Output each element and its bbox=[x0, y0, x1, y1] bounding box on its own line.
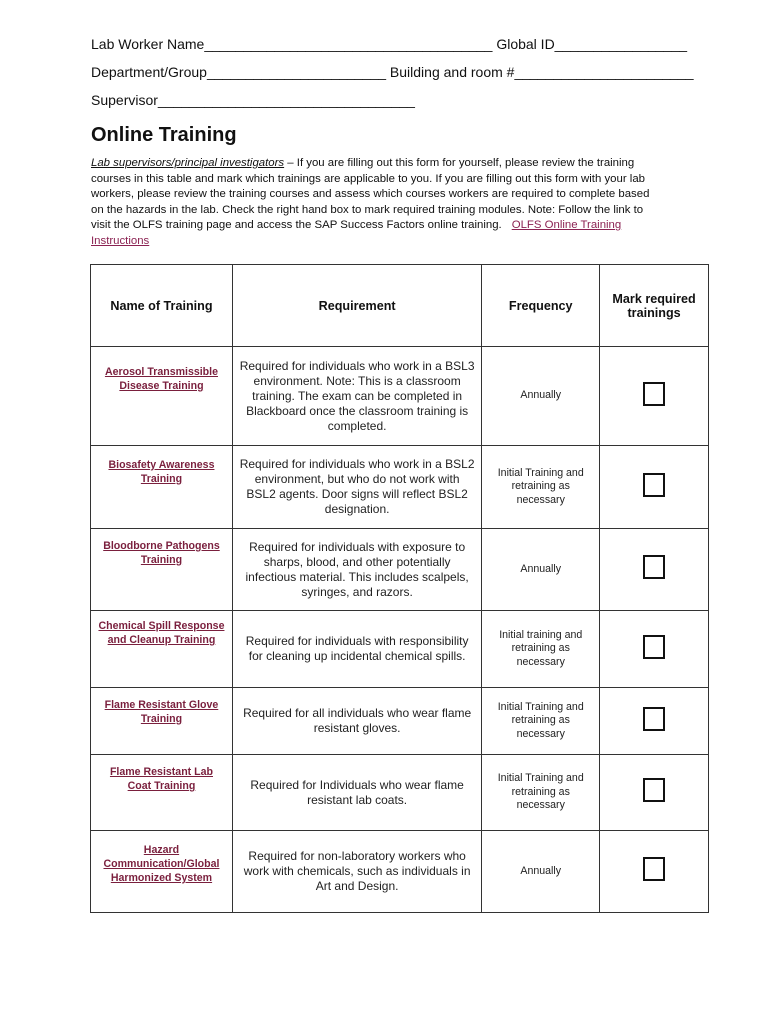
mark-cell bbox=[600, 529, 709, 611]
mark-checkbox[interactable] bbox=[643, 707, 665, 731]
table-row bbox=[91, 446, 709, 529]
table-row bbox=[91, 688, 709, 755]
header-requirement: Requirement bbox=[232, 265, 481, 347]
training-link[interactable]: Hazard Communication/Global Harmonized System bbox=[103, 844, 220, 884]
requirement-cell: Required for individuals with responsibility for cleaning up incidental chemical spills. bbox=[232, 611, 481, 688]
intro-body: – If you are filling out this form for yourself, please review the training courses in this table and mark which trainings are applicable to you. If you are filling out this form with your lab workers, please review the training courses and assess which courses workers are required to complete based on the hazards in the lab. Check the right hand box to mark required training modules. Note: Follow the link to visit the OLFS training page and access the SAP Success Factors online training. bbox=[91, 157, 650, 232]
mark-checkbox[interactable] bbox=[643, 555, 665, 579]
header-mark: Mark required trainings bbox=[600, 265, 709, 347]
frequency-cell: Initial training and retraining as necessary bbox=[482, 611, 600, 688]
department-building-line[interactable]: Department/Group_______________________ Building and room #_______________________ bbox=[91, 64, 694, 80]
header-frequency: Frequency bbox=[482, 265, 600, 347]
frequency-cell: Annually bbox=[482, 831, 600, 913]
training-link[interactable]: Chemical Spill Response and Cleanup Training bbox=[98, 620, 225, 646]
training-name-cell bbox=[91, 688, 233, 755]
mark-cell bbox=[600, 755, 709, 831]
training-name-cell bbox=[91, 831, 233, 913]
mark-cell bbox=[600, 831, 709, 913]
training-link[interactable]: Flame Resistant Glove Training bbox=[104, 699, 219, 725]
page-title: Online Training bbox=[91, 124, 237, 146]
table-row bbox=[91, 347, 709, 446]
training-link[interactable]: Bloodborne Pathogens Training bbox=[103, 540, 220, 566]
mark-checkbox[interactable] bbox=[643, 778, 665, 802]
header-name: Name of Training bbox=[91, 265, 233, 347]
mark-cell bbox=[600, 611, 709, 688]
training-link[interactable]: Aerosol Transmissible Disease Training bbox=[104, 366, 218, 392]
table-row bbox=[91, 755, 709, 831]
mark-checkbox[interactable] bbox=[643, 382, 665, 406]
mark-cell bbox=[600, 688, 709, 755]
training-link[interactable]: Biosafety Awareness Training bbox=[108, 459, 215, 485]
table-row bbox=[91, 611, 709, 688]
requirement-cell: Required for Individuals who wear flame resistant lab coats. bbox=[232, 755, 481, 831]
mark-checkbox[interactable] bbox=[643, 635, 665, 659]
training-name-cell bbox=[91, 755, 233, 831]
training-name-cell bbox=[91, 446, 233, 529]
frequency-cell: Annually bbox=[482, 347, 600, 446]
frequency-cell: Initial Training and retraining as necessary bbox=[482, 755, 600, 831]
training-name-cell bbox=[91, 611, 233, 688]
frequency-cell: Initial Training and retraining as necessary bbox=[482, 446, 600, 529]
requirement-cell: Required for all individuals who wear flame resistant gloves. bbox=[232, 688, 481, 755]
intro-lead: Lab supervisors/principal investigators bbox=[91, 157, 285, 169]
table-row bbox=[91, 831, 709, 913]
training-name-cell bbox=[91, 529, 233, 611]
requirement-cell: Required for individuals who work in a BSL3 environment. Note: This is a classroom training. The exam can be completed in Blackboard once the classroom training is completed. bbox=[232, 347, 481, 446]
mark-checkbox[interactable] bbox=[643, 857, 665, 881]
supervisor-line[interactable]: Supervisor_________________________________ bbox=[91, 92, 415, 108]
table-row bbox=[91, 529, 709, 611]
requirement-cell: Required for non-laboratory workers who work with chemicals, such as individuals in Art and Design. bbox=[232, 831, 481, 913]
training-link[interactable]: Flame Resistant Lab Coat Training bbox=[109, 766, 213, 792]
mark-cell bbox=[600, 446, 709, 529]
frequency-cell: Annually bbox=[482, 529, 600, 611]
training-name-cell bbox=[91, 347, 233, 446]
table-header-row bbox=[91, 265, 709, 347]
requirement-cell: Required for individuals who work in a BSL2 environment, but who do not work with BSL2 agents. Door signs will reflect BSL2 designation. bbox=[232, 446, 481, 529]
requirement-cell: Required for individuals with exposure to sharps, blood, and other potentially infectious material. This includes scalpels, syringes, and razors. bbox=[232, 529, 481, 611]
mark-checkbox[interactable] bbox=[643, 473, 665, 497]
intro-paragraph bbox=[91, 156, 661, 250]
frequency-cell: Initial Training and retraining as necessary bbox=[482, 688, 600, 755]
mark-cell bbox=[600, 347, 709, 446]
training-table bbox=[90, 264, 709, 913]
olfs-instructions-link[interactable]: OLFS Online Training Instructions bbox=[91, 219, 622, 247]
lab-worker-global-id-line[interactable]: Lab Worker Name_____________________________________ Global ID_________________ bbox=[91, 36, 688, 52]
